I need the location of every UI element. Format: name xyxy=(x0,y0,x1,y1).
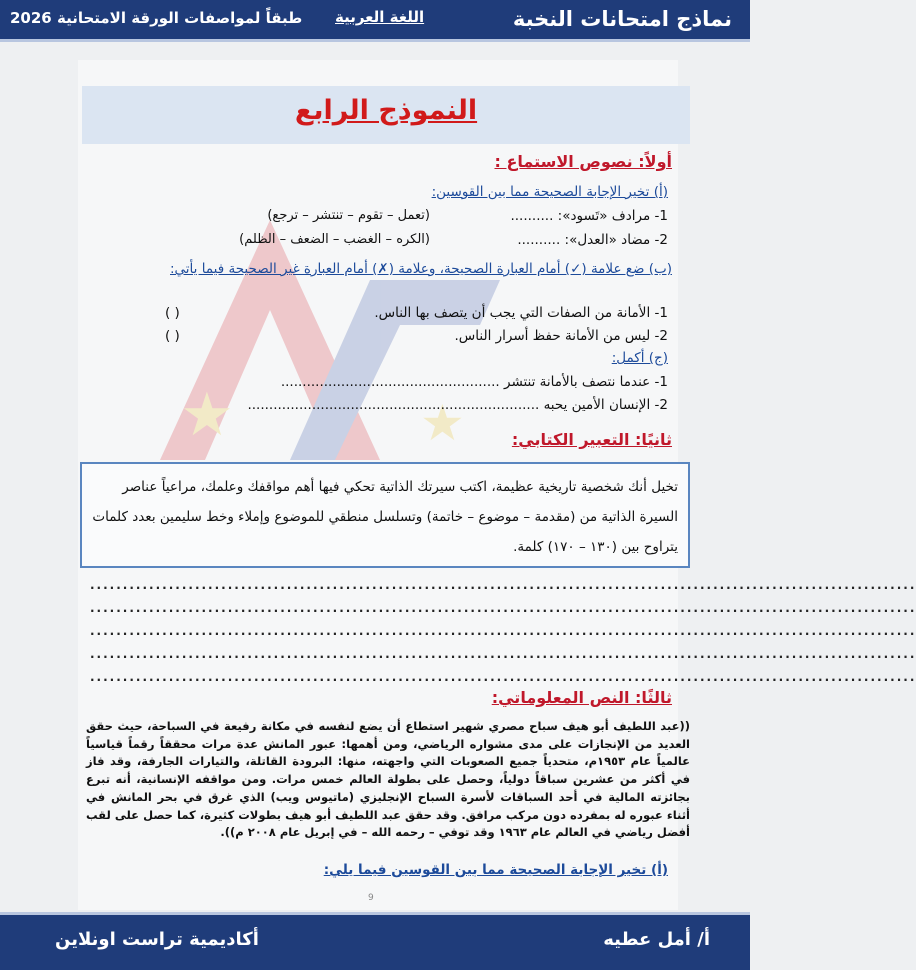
statement-b2: 2- ليس من الأمانة حفظ أسرار الناس. xyxy=(454,328,668,344)
section1-c-heading: (ج) أكمل: xyxy=(611,350,668,366)
question-a2: 2- مضاد «العدل»: .......... xyxy=(517,232,668,248)
informational-passage: ((عبد اللطيف أبو هيف سباح مصري شهير استطاع أن يضع لنفسه في مكانة رفيعة في السباحة، حيث حقق العديد من الإنجازات على مدى مشواره الرياضي، ومن أهمها: عبور المانش عدة مرات محققاً رقماً قياسياً عالمياً عام ١٩٥٣م، متحدياً جميع الصعوبات التي واجهته، منها: البرودة القاتلة، والتيارات الجارفة، وقد فاز في أكثر من عشرين سباقاً دولياً، وحصل على بطولة العالم خمس مرات. ومن مواقفه الإنسانية، أنه تبرع بجائزته المالية في أحد السباقات لأسرة السباح الإنجليزي (ماتيوس ويب) الذي غرق في بحر المانش في أثناء عبوره له بمفرده دون مركب مرافق. وقد حقق عبد اللطيف أبو هيف بطولات كثيرة، كما حصل على لقب أفضل رياضي في العالم عام ١٩٦٣ وقد توفي – رحمه الله – في إبريل عام ٢٠٠٨ م)). xyxy=(86,719,691,840)
question-a2-options: (الكره – الغضب – الضعف – الظلم) xyxy=(239,232,430,247)
question-a1-options: (تعمل – تقوم – تنتشر – ترجع) xyxy=(267,208,430,223)
section1-a-heading: (أ) تخير الإجابة الصحيحة مما بين القوسين: xyxy=(431,184,668,200)
header-subject: اللغة العربية xyxy=(335,8,425,26)
section1-b-heading: (ب) ضع علامة (✓) أمام العبارة الصحيحة، وعلامة (✗) أمام العبارة غير الصحيحة فيما يأتي: xyxy=(170,261,672,277)
answer-line-2[interactable]: .............................................................................................................................. xyxy=(90,601,916,615)
model-title-band xyxy=(82,86,690,144)
top-header-bar xyxy=(0,0,750,42)
section3-question: (أ) تخير الإجابة الصحيحة مما بين القوسين فيما يلي: xyxy=(323,862,668,878)
header-title: نماذج امتحانات النخبة xyxy=(512,7,732,31)
essay-prompt-box xyxy=(80,462,690,568)
answer-line-3[interactable]: .............................................................................................................................. xyxy=(90,624,916,638)
header-spec: طبقاً لمواصفات الورقة الامتحانية 2026 xyxy=(10,9,303,27)
answer-paren-b1: ( ) xyxy=(165,305,180,321)
complete-c2: 2- الإنسان الأمين يحبه .................................................................... xyxy=(247,397,668,413)
section2-heading: ثانيًا: التعبير الكتابي: xyxy=(511,430,672,449)
footer-author: أ/ أمل عطيه xyxy=(603,929,710,950)
model-title: النموذج الرابع xyxy=(294,95,478,126)
complete-c1: 1- عندما نتصف بالأمانة تنتشر ................................................... xyxy=(280,374,668,390)
section1-heading: أولاً: نصوص الاستماع : xyxy=(494,152,672,171)
svg-text:★: ★ xyxy=(420,394,465,452)
essay-prompt: تخيل أنك شخصية تاريخية عظيمة، اكتب سيرتك الذاتية تحكي فيها أهم مواقفك وعلمك، مراعياً عناصر السيرة الذاتية من (مقدمة – موضوع – خاتمة) وتسلسل منطقي للموضوع وإملاء وخط سليمين بعدد كلمات يتراوح بين (١٣٠ – ١٧٠) كلمة. xyxy=(92,479,678,555)
footer-academy: أكاديمية تراست اونلاين xyxy=(55,929,259,950)
bottom-footer-bar xyxy=(0,912,750,970)
statement-b1: 1- الأمانة من الصفات التي يجب أن يتصف بها الناس. xyxy=(374,305,668,321)
question-a1: 1- مرادف «تَسود»: .......... xyxy=(510,208,668,224)
svg-text:★: ★ xyxy=(180,380,234,450)
answer-line-4[interactable]: .............................................................................................................................. xyxy=(90,647,916,661)
page-number: 9 xyxy=(368,893,374,903)
answer-paren-b2: ( ) xyxy=(165,328,180,344)
answer-line-5[interactable]: .............................................................................................................................. xyxy=(90,670,916,684)
answer-line-1[interactable]: .............................................................................................................................. xyxy=(90,578,916,592)
section3-heading: ثالثًا: النص المعلوماتي: xyxy=(491,688,672,707)
